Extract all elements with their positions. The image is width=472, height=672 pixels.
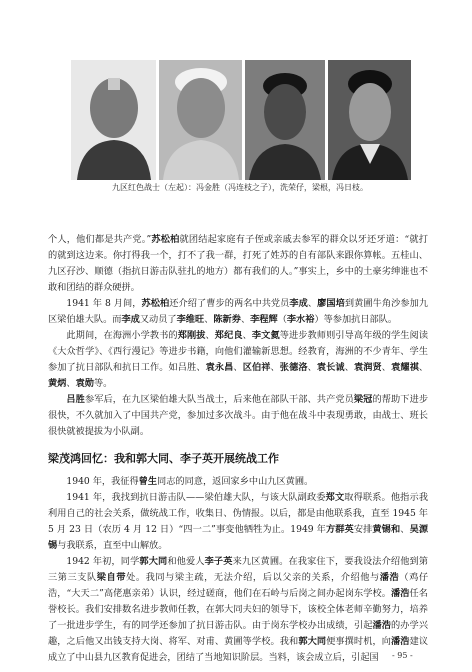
- text-run: 便事撰时机，向: [326, 636, 392, 647]
- text-run: 、: [270, 362, 280, 373]
- highlighted-name: 郑文: [325, 492, 345, 503]
- text-run: （: [277, 314, 287, 325]
- text-run: 个人，他们都是共产党。”: [48, 234, 152, 245]
- portrait-xian-rongzai: [159, 60, 242, 180]
- highlighted-name: 陈新券: [213, 314, 241, 325]
- paragraph-4: [48, 392, 428, 440]
- highlighted-name: 李文氦: [251, 330, 280, 341]
- text-run: 等进步教师则引导高年级的学生阅读《大众哲学》、《西行漫记》等进步书籍，向他们灌输新思想。经教育，海洲的不少青年、学生参加了抗日部队和抗日工作。如吕胜、: [48, 330, 429, 373]
- text-run: 与我联系，直至中山解放。: [57, 540, 168, 551]
- highlighted-name: 张德洛: [279, 362, 308, 373]
- text-run: 同志的同意，返回家乡中山九区黄圃。: [157, 476, 314, 487]
- text-run: 、: [418, 362, 429, 373]
- highlighted-name: 曾生: [138, 476, 158, 487]
- text-run: 建议成立了中山县九区教育促进会，团结了当地知识阶层。当料，该会成立后，引起国: [48, 636, 429, 663]
- portrait-gallery: [71, 60, 411, 180]
- text-run: ）等参加抗日部队。: [314, 314, 398, 325]
- paragraph-3: [48, 328, 428, 392]
- paragraph-6: [48, 490, 428, 554]
- highlighted-name: 李水裕: [286, 314, 315, 325]
- highlighted-name: 袁勋: [75, 378, 94, 389]
- text-run: 、: [307, 298, 318, 309]
- text-run: 、: [381, 362, 392, 373]
- text-run: 、: [344, 362, 354, 373]
- text-run: 1941 年 8 月间，: [66, 298, 142, 309]
- text-run: 就团结起家庭有子侄或亲戚去参军的群众以牙还牙道：“就打的就到这边来。你打得我一个，打不了我一群，打死了姓苏的自有部队来跟你算帐。五桂山、九区孖沙、顺德（指抗日游击队驻扎的地方）都有我们的人。”事实上，乡中的土豪劣绅谁也不敢和团结的群众硬拼。: [48, 234, 428, 293]
- article-body: [48, 232, 428, 666]
- text-run: 的办学兴趣，之后他又出钱支持大岗、将军、对甫、黄圃等学校。我和: [48, 620, 429, 647]
- text-run: 的帮助下进步很快，不久就加入了中国共产党，参加过多次战斗。由于他在战斗中表现勇敢，由战士、班长很快就被提拔为小队副。: [48, 394, 429, 437]
- highlighted-name: 苏松柏: [141, 298, 170, 309]
- highlighted-name: 李成: [121, 314, 140, 325]
- highlighted-name: 梁冠: [353, 394, 373, 405]
- text-run: 1940 年，我征得: [66, 476, 139, 487]
- highlighted-name: 郭大同: [139, 556, 168, 567]
- text-run: 安排: [353, 524, 373, 535]
- highlighted-name: 袁永昌: [205, 362, 234, 373]
- text-run: 、: [204, 314, 214, 325]
- highlighted-name: 袁润贤: [353, 362, 382, 373]
- highlighted-name: 李子英: [204, 556, 233, 567]
- paragraph-5: [48, 474, 428, 490]
- highlighted-name: 廖国培: [317, 298, 345, 309]
- highlighted-name: 潘浩: [391, 636, 410, 647]
- text-run: 、: [205, 330, 215, 341]
- section-heading: 梁茂鸿回忆：我和郭大同、李子英开展统战工作: [48, 452, 279, 465]
- highlighted-name: 李程辉: [250, 314, 278, 325]
- portrait-feng-jinsheng: [71, 60, 156, 180]
- highlighted-name: 苏松柏: [151, 234, 180, 245]
- text-run: 等。: [93, 378, 113, 389]
- page-number: - 95 -: [392, 651, 413, 660]
- text-run: 处。我同与梁主疏，无法介绍，后以父亲的关系，介绍他与: [126, 572, 380, 583]
- highlighted-name: 黄锡和: [372, 524, 401, 535]
- highlighted-name: 郭大同: [298, 636, 327, 647]
- text-run: 、: [233, 362, 243, 373]
- text-run: 、: [400, 524, 410, 535]
- highlighted-name: 郑纪良: [214, 330, 243, 341]
- portrait-feng-rizhi: [328, 60, 411, 180]
- text-run: 任名誉校长。我们安排数名进步教师任教，在郭大同夫妇的领导下，该校全体老师辛勤努力，培养了一批进步学生，有的同学还参加了抗日游击队。由于岗东学校办出成绩，引起: [48, 588, 428, 631]
- text-run: 1941 年，我找到抗日游击队——梁伯雄大队，与该大队副政委: [66, 492, 326, 503]
- text-run: 此期间，在海洲小学教书的: [66, 330, 178, 341]
- photo-caption: 九区红色战士（左起）：冯金胜（冯连枝之子），洗荣仔，梁根，冯日枝。: [112, 183, 368, 192]
- text-run: 参军后，在九区梁伯雄大队当战士，后来他在部队干部、共产党员: [84, 394, 354, 405]
- portrait-liang-gen: [245, 60, 325, 180]
- highlighted-name: 袁耀祺: [391, 362, 419, 373]
- highlighted-name: 李成: [289, 298, 308, 309]
- paragraph-1: [48, 232, 428, 296]
- highlighted-name: 吴源锡: [48, 524, 429, 551]
- highlighted-name: 李维旺: [176, 314, 205, 325]
- highlighted-name: 袁长诚: [316, 362, 345, 373]
- text-run: 1942 年初，同学: [66, 556, 140, 567]
- highlighted-name: 方群英: [325, 524, 354, 535]
- text-run: 取得联系。他指示我利用自己的社会关系，做统战工作，收集日、伪情报。以后，都是由他联系我，直至 1945 年 5 月 23 日（农历 4 月 12 日）“四一二”事变他牺牲为止。1949 年: [48, 492, 429, 535]
- text-run: 又动员了: [139, 314, 177, 325]
- highlighted-name: 潘浩: [372, 620, 392, 631]
- highlighted-name: 潘浩: [391, 588, 410, 599]
- paragraph-7: [48, 554, 428, 666]
- highlighted-name: 黄炳: [48, 378, 67, 389]
- highlighted-name: 郑刚拔: [177, 330, 206, 341]
- text-run: 、: [66, 378, 76, 389]
- text-run: 和他爱人: [167, 556, 205, 567]
- text-run: 到黄圃牛角沙参加九区梁伯雄大队。而: [48, 298, 429, 325]
- text-run: （鸡仔浩，“大天二”高佬惠亲弟）认识，经过磋商，他们在石岭与后岗之间办起岗东学校。: [48, 572, 429, 599]
- paragraph-2: [48, 296, 428, 328]
- highlighted-name: 区伯祥: [242, 362, 271, 373]
- highlighted-name: 潘浩: [379, 572, 400, 583]
- text-run: 、: [242, 330, 252, 341]
- highlighted-name: 梁自带: [96, 572, 127, 583]
- text-run: 、: [240, 314, 251, 325]
- text-run: 、: [307, 362, 317, 373]
- text-run: 来九区黄圃。在我家住下，要我设法介绍他到第三第三支队: [48, 556, 429, 583]
- highlighted-name: 吕胜: [66, 394, 85, 405]
- text-run: 还介绍了曹步的两名中共党员: [169, 298, 290, 309]
